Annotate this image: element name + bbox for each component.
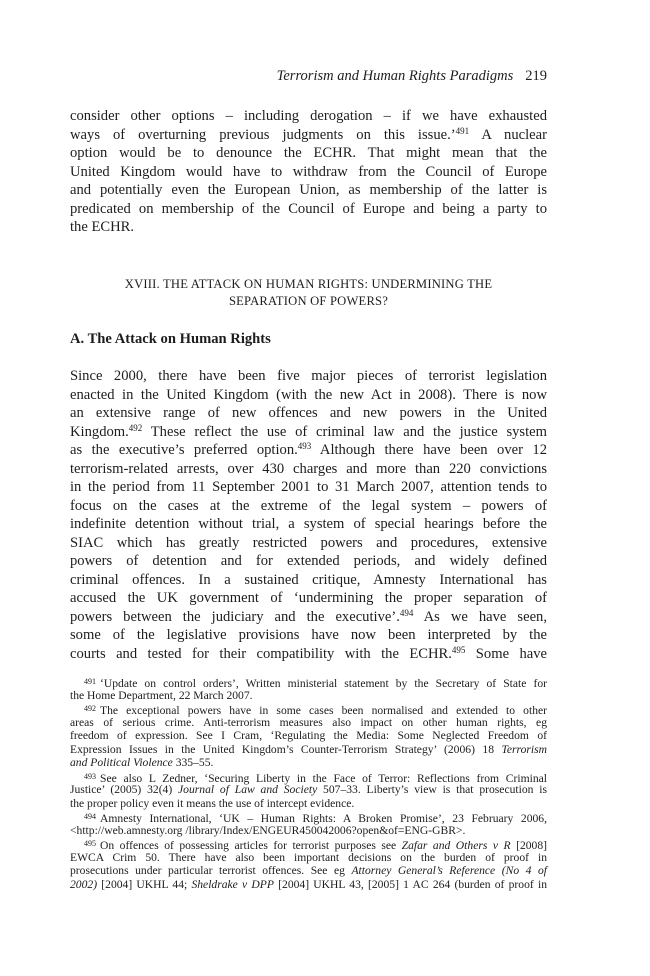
footnote-line: the Home Department, 22 March 2007. bbox=[70, 688, 253, 702]
footnote-number: 491 bbox=[84, 677, 96, 686]
section-heading bbox=[70, 276, 547, 310]
section-heading-line: XVIII. THE ATTACK ON HUMAN RIGHTS: UNDERMINING THE bbox=[124, 277, 493, 291]
text-segment: ways of overturning previous judgments on this issue.’ bbox=[70, 126, 456, 143]
footnote-text: See also L Zedner, ‘Securing Liberty in the Face of Terror: Reflections from Criminal bbox=[100, 771, 547, 785]
text-segment: as the executive’s preferred option. bbox=[70, 442, 298, 458]
paragraph-continuation bbox=[70, 107, 547, 237]
text-line bbox=[70, 126, 547, 145]
text-line: criminal offences. In a sustained critique, Amnesty International has bbox=[70, 571, 547, 588]
footnote-text: Expression Issues in the United Kingdom’s Counter-Terrorism Strategy’ (2006) 18 bbox=[70, 742, 502, 756]
footnote-number: 492 bbox=[84, 704, 96, 713]
text-line: enacted in the United Kingdom (with the new Act in 2008). There is now bbox=[70, 386, 547, 403]
case-name: Attorney General’s Reference (No 4 of bbox=[351, 864, 547, 877]
text-line: accused the UK government of ‘undermining the proper separation of bbox=[70, 590, 547, 606]
footnote-text: 507–33. Liberty’s view is that prosecution is bbox=[317, 783, 547, 796]
text-line: consider other options – including derogation – if we have exhausted bbox=[70, 108, 547, 124]
running-head-title: Terrorism and Human Rights Paradigms bbox=[276, 68, 514, 84]
text-segment: Some have bbox=[465, 645, 547, 662]
footnote-text: prosecutions under particular terrorist offences. See eg bbox=[70, 864, 352, 877]
footnote-492 bbox=[70, 702, 547, 716]
footnote-line bbox=[70, 743, 547, 757]
text-segment: powers between the judiciary and the executive’. bbox=[70, 608, 400, 625]
text-line bbox=[70, 645, 547, 664]
text-line bbox=[70, 423, 547, 442]
text-segment: These reflect the use of criminal law and the justice system bbox=[142, 423, 547, 440]
text-line: option would be to denounce the ECHR. That might mean that the bbox=[70, 145, 547, 161]
footnote-text: Justice’ (2005) 32(4) bbox=[70, 783, 179, 796]
footnote-ref-494[interactable]: 494 bbox=[399, 607, 414, 618]
footnote-journal: and Political Violence bbox=[70, 756, 173, 769]
footnote-494 bbox=[70, 810, 547, 824]
text-line: powers of detention and for extended periods, and widely defined bbox=[70, 553, 547, 569]
page-number: 219 bbox=[525, 68, 547, 84]
footnote-line: the proper policy even it means the use of intercept evidence. bbox=[70, 796, 355, 810]
text-segment: Although there have been over 12 bbox=[311, 442, 547, 458]
text-line bbox=[70, 441, 547, 460]
text-line: focus on the cases at the extreme of the legal system – powers of bbox=[70, 497, 547, 514]
footnote-ref-495[interactable]: 495 bbox=[451, 644, 466, 655]
text-line: Since 2000, there have been five major pieces of terrorist legislation bbox=[70, 368, 547, 384]
footnote-text: The exceptional powers have in some cases been normalised and extended to other bbox=[100, 704, 547, 717]
text-line: and potentially even the European Union, as membership of the latter is bbox=[70, 182, 547, 198]
text-segment: A nuclear bbox=[469, 126, 547, 143]
text-line: some of the legislative provisions have now been interpreted by the bbox=[70, 627, 547, 643]
case-name: Sheldrake v DPP bbox=[191, 877, 274, 891]
footnotes bbox=[70, 675, 547, 891]
footnote-line bbox=[70, 864, 547, 878]
footnote-number: 495 bbox=[84, 839, 96, 848]
text-line bbox=[70, 608, 547, 627]
text-line: an extensive range of new offences and new powers in the United bbox=[70, 405, 547, 421]
text-line: SIAC which has greatly restricted powers and procedures, extensive bbox=[70, 534, 547, 551]
text-line: predicated on membership of the Council of Europe and being a party to bbox=[70, 200, 547, 217]
text-segment: As we have seen, bbox=[413, 608, 547, 625]
footnote-line bbox=[70, 783, 547, 797]
case-name: Zafar and Others v R bbox=[401, 839, 511, 852]
text-segment: Kingdom. bbox=[70, 423, 129, 440]
footnote-ref-493[interactable]: 493 bbox=[297, 441, 312, 451]
text-line: United Kingdom would have to withdraw from the Council of Europe bbox=[70, 163, 547, 180]
footnote-journal: Terrorism bbox=[501, 742, 547, 756]
footnote-text: Amnesty International, ‘UK – Human Rights: A Broken Promise’, 23 February 2006, bbox=[100, 812, 547, 825]
text-line: the ECHR. bbox=[70, 219, 135, 235]
footnote-number: 494 bbox=[84, 812, 96, 821]
running-head bbox=[277, 68, 547, 85]
footnote-number: 493 bbox=[84, 771, 96, 781]
footnote-line bbox=[70, 756, 547, 770]
footnote-text: 335–55. bbox=[172, 756, 214, 769]
text-line: terrorism-related arrests, over 430 charges and more than 220 convictions bbox=[70, 460, 547, 477]
footnote-ref-491[interactable]: 491 bbox=[455, 125, 470, 136]
text-line: in the period from 11 September 2001 to 31 March 2007, attention tends to bbox=[70, 479, 547, 495]
footnote-line: areas of serious crime. Anti-terrorism measures also impact on other human rights, eg bbox=[70, 715, 547, 729]
footnote-text: [2004] UKHL 43, [2005] 1 AC 264 (burden of proof in bbox=[273, 877, 547, 891]
footnote-line bbox=[70, 878, 547, 892]
sub-heading: A. The Attack on Human Rights bbox=[70, 331, 271, 347]
paragraph bbox=[70, 367, 547, 663]
footnote-495 bbox=[70, 837, 547, 851]
footnote-text: ‘Update on control orders’, Written ministerial statement by the Secretary of State for bbox=[100, 677, 547, 690]
footnote-text: [2008] bbox=[510, 839, 547, 852]
footnote-491 bbox=[70, 675, 547, 689]
section-heading-line: SEPARATION OF POWERS? bbox=[228, 294, 389, 308]
footnote-text: [2004] UKHL 44; bbox=[97, 877, 192, 891]
footnote-journal: Journal of Law and Society bbox=[178, 783, 318, 796]
footnote-ref-492[interactable]: 492 bbox=[128, 422, 143, 433]
footnote-493 bbox=[70, 770, 547, 784]
footnote-line: freedom of expression. See I Cram, ‘Regulating the Media: Some Neglected Freedom of bbox=[70, 729, 547, 742]
footnote-text: On offences of possessing articles for terrorist purposes see bbox=[100, 839, 402, 852]
text-line: indefinite detention without trial, a system of special hearings before the bbox=[70, 516, 547, 532]
footnote-line: EWCA Crim 50. There have also been important decisions on the burden of proof in bbox=[70, 850, 547, 864]
case-name: 2002) bbox=[70, 877, 98, 891]
footnote-link[interactable]: <http://web.amnesty.org /library/Index/ENGEUR450042006?open&of=ENG-GBR>. bbox=[70, 823, 466, 837]
text-segment: courts and tested for their compatibility with the ECHR. bbox=[70, 645, 452, 662]
